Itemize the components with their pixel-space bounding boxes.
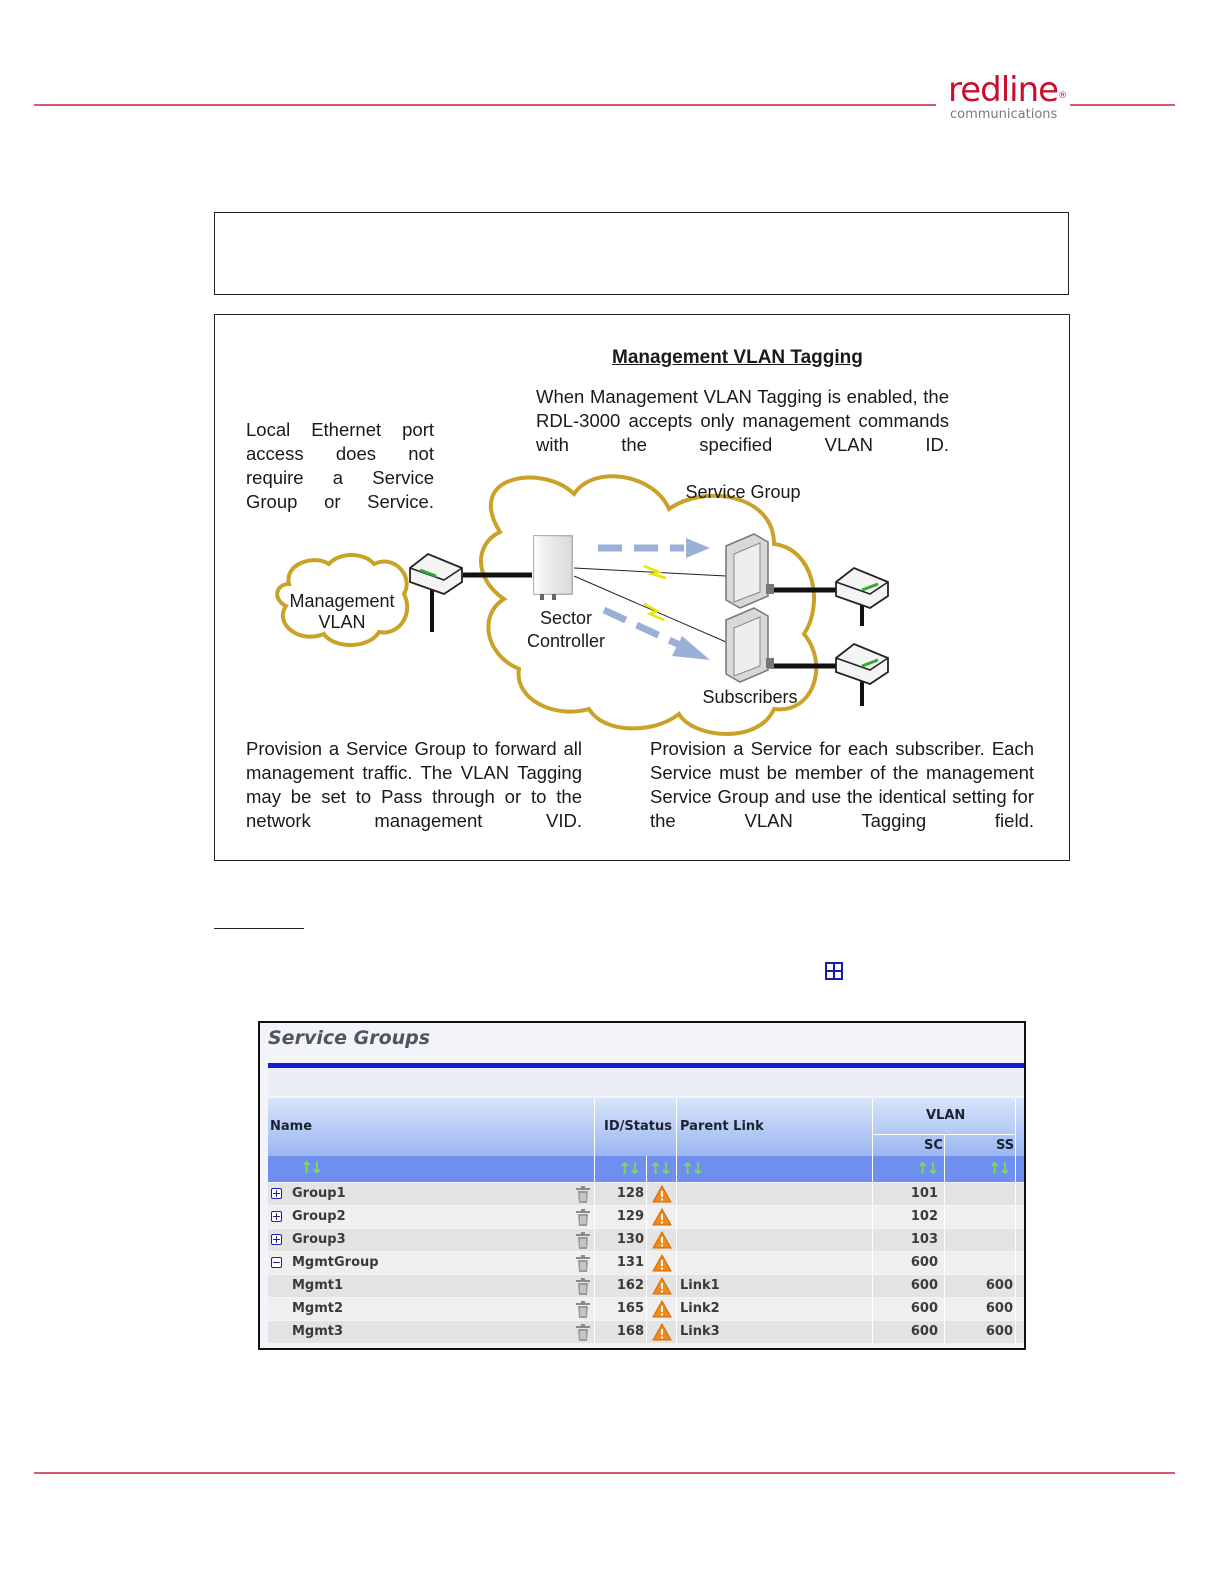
row-id: 129 xyxy=(616,1209,644,1224)
row-id: 128 xyxy=(616,1186,644,1201)
expand-row-icon[interactable] xyxy=(271,1188,282,1199)
col-divider xyxy=(944,1298,945,1320)
col-divider xyxy=(1015,1252,1016,1274)
row-name[interactable]: Mgmt1 xyxy=(292,1278,344,1293)
subscriber-unit-icon xyxy=(726,608,774,682)
row-vlan-ss: 600 xyxy=(985,1301,1013,1316)
col-divider xyxy=(872,1183,873,1205)
col-divider xyxy=(594,1156,595,1182)
row-name[interactable]: Mgmt3 xyxy=(292,1324,344,1339)
col-divider xyxy=(872,1229,873,1251)
footer-rule xyxy=(34,1472,1175,1474)
row-vlan-sc: 600 xyxy=(910,1324,938,1339)
switch-icon xyxy=(836,568,888,608)
row-id: 165 xyxy=(616,1301,644,1316)
row-id: 131 xyxy=(616,1255,644,1270)
col-name: Name xyxy=(270,1119,313,1134)
row-vlan-sc: 600 xyxy=(910,1255,938,1270)
col-divider xyxy=(676,1098,677,1156)
row-id: 162 xyxy=(616,1278,644,1293)
row-id: 130 xyxy=(616,1232,644,1247)
col-divider xyxy=(1015,1156,1016,1182)
col-divider xyxy=(872,1098,873,1156)
col-divider xyxy=(646,1229,647,1251)
delete-icon[interactable] xyxy=(576,1301,590,1323)
row-name[interactable]: MgmtGroup xyxy=(292,1255,379,1270)
logo-subtitle: communications xyxy=(950,107,1058,122)
row-vlan-sc: 103 xyxy=(910,1232,938,1247)
row-parent-link: Link2 xyxy=(680,1301,720,1316)
col-divider xyxy=(1015,1183,1016,1205)
subscribers-label: Subscribers xyxy=(702,687,798,707)
note-box xyxy=(214,212,1069,295)
toolbar-area xyxy=(268,1068,1026,1096)
col-sc: SC xyxy=(924,1138,943,1153)
table-row[interactable] xyxy=(268,1321,1026,1343)
subscriber-unit-icon xyxy=(726,534,774,608)
row-vlan-sc: 600 xyxy=(910,1301,938,1316)
col-parent-link: Parent Link xyxy=(680,1119,764,1134)
table-row[interactable] xyxy=(268,1206,1026,1228)
row-name[interactable]: Mgmt2 xyxy=(292,1301,344,1316)
col-divider xyxy=(944,1275,945,1297)
delete-icon[interactable] xyxy=(576,1278,590,1300)
col-divider xyxy=(872,1275,873,1297)
col-divider xyxy=(594,1206,595,1228)
col-divider xyxy=(646,1321,647,1343)
expand-row-icon[interactable] xyxy=(271,1211,282,1222)
sector-label-1: Sector xyxy=(539,608,593,628)
col-divider xyxy=(1015,1098,1016,1156)
col-divider xyxy=(646,1206,647,1228)
sort-row xyxy=(268,1156,1026,1182)
sort-ss-icon[interactable]: ↑↓ xyxy=(988,1159,1009,1178)
col-divider xyxy=(594,1298,595,1320)
row-vlan-sc: 101 xyxy=(910,1186,938,1201)
row-vlan-ss: 600 xyxy=(985,1324,1013,1339)
provision-service-text: Provision a Service for each subscriber. Each Service must be member of the management Service Group and use the identical setting for the VLAN Tagging field. xyxy=(650,738,1034,831)
mgmt-vlan-label-2: VLAN xyxy=(318,612,366,632)
sort-name-icon[interactable]: ↑↓ xyxy=(300,1158,321,1177)
col-divider xyxy=(872,1156,873,1182)
col-divider xyxy=(594,1183,595,1205)
warning-icon xyxy=(652,1254,672,1277)
section-heading-rule xyxy=(214,928,304,929)
col-divider xyxy=(872,1252,873,1274)
figure-title: Management VLAN Tagging xyxy=(612,347,863,368)
col-divider xyxy=(1015,1229,1016,1251)
sort-id-icon[interactable]: ↑↓ xyxy=(618,1159,639,1178)
local-port-note: Local Ethernet port access does not require a Service Group or Service. xyxy=(246,419,434,512)
col-divider xyxy=(676,1275,677,1297)
table-row[interactable] xyxy=(268,1183,1026,1205)
row-vlan-sc: 102 xyxy=(910,1209,938,1224)
delete-icon[interactable] xyxy=(576,1209,590,1231)
table-header xyxy=(268,1098,1026,1156)
sector-label-2: Controller xyxy=(526,631,606,651)
col-divider xyxy=(944,1206,945,1228)
header-rule-left xyxy=(34,104,936,106)
col-divider xyxy=(1015,1321,1016,1343)
col-divider xyxy=(676,1156,677,1182)
col-divider xyxy=(1015,1298,1016,1320)
col-divider xyxy=(594,1275,595,1297)
mgmt-vlan-label-1: Management xyxy=(289,591,395,611)
table-row[interactable] xyxy=(268,1275,1026,1297)
warning-icon xyxy=(652,1300,672,1323)
col-divider xyxy=(676,1183,677,1205)
col-divider xyxy=(1015,1275,1016,1297)
col-divider xyxy=(872,1206,873,1228)
col-divider xyxy=(944,1229,945,1251)
expand-icon xyxy=(825,962,843,980)
row-name[interactable]: Group2 xyxy=(292,1209,346,1224)
col-ss: SS xyxy=(996,1138,1015,1153)
sort-parent-icon[interactable]: ↑↓ xyxy=(681,1159,702,1178)
col-divider xyxy=(944,1183,945,1205)
sector-controller-icon xyxy=(534,536,572,600)
provision-group-text: Provision a Service Group to forward all management traffic. The VLAN Tagging may be set to Pass through or to the network management VID. xyxy=(246,738,582,831)
delete-icon[interactable] xyxy=(576,1255,590,1277)
warning-icon xyxy=(652,1208,672,1231)
warning-icon xyxy=(652,1323,672,1346)
col-divider xyxy=(594,1252,595,1274)
col-vlan: VLAN xyxy=(926,1108,966,1123)
sort-status-icon[interactable]: ↑↓ xyxy=(649,1159,670,1178)
col-divider xyxy=(594,1098,595,1156)
header-rule-right xyxy=(1070,104,1175,106)
col-divider xyxy=(646,1156,647,1182)
col-divider xyxy=(646,1183,647,1205)
warning-icon xyxy=(652,1185,672,1208)
col-divider xyxy=(1015,1206,1016,1228)
col-divider xyxy=(594,1321,595,1343)
row-name[interactable]: Group3 xyxy=(292,1232,346,1247)
switch-icon xyxy=(410,554,462,594)
col-divider xyxy=(594,1229,595,1251)
row-name[interactable]: Group1 xyxy=(292,1186,346,1201)
warning-icon xyxy=(652,1277,672,1300)
col-divider xyxy=(676,1206,677,1228)
table-row[interactable] xyxy=(268,1252,1026,1274)
sort-sc-icon[interactable]: ↑↓ xyxy=(916,1159,937,1178)
delete-icon[interactable] xyxy=(576,1324,590,1346)
col-divider xyxy=(944,1156,945,1182)
service-group-label: Service Group xyxy=(685,482,801,502)
row-parent-link: Link1 xyxy=(680,1278,720,1293)
row-parent-link: Link3 xyxy=(680,1324,720,1339)
col-divider xyxy=(646,1252,647,1274)
col-divider xyxy=(676,1252,677,1274)
delete-icon[interactable] xyxy=(576,1232,590,1254)
row-vlan-ss: 600 xyxy=(985,1278,1013,1293)
col-divider xyxy=(646,1298,647,1320)
row-vlan-sc: 600 xyxy=(910,1278,938,1293)
logo-registered: ® xyxy=(1058,91,1067,101)
table-row[interactable] xyxy=(268,1229,1026,1251)
warning-icon xyxy=(652,1231,672,1254)
delete-icon[interactable] xyxy=(576,1186,590,1208)
service-groups-panel xyxy=(258,1021,1026,1350)
col-divider xyxy=(944,1252,945,1274)
col-divider xyxy=(872,1298,873,1320)
row-id: 168 xyxy=(616,1324,644,1339)
switch-icon xyxy=(836,644,888,684)
expand-row-icon[interactable] xyxy=(271,1234,282,1245)
col-divider xyxy=(944,1134,945,1156)
col-divider xyxy=(646,1275,647,1297)
col-divider xyxy=(676,1229,677,1251)
col-id-status: ID/Status xyxy=(604,1119,672,1134)
collapse-row-icon[interactable] xyxy=(271,1257,282,1268)
panel-title: Service Groups xyxy=(268,1027,431,1049)
figure-intro: When Management VLAN Tagging is enabled, the RDL-3000 accepts only management commands with the specified VLAN ID. xyxy=(536,386,949,455)
table-row[interactable] xyxy=(268,1298,1026,1320)
col-divider xyxy=(676,1321,677,1343)
col-divider xyxy=(676,1298,677,1320)
col-divider xyxy=(944,1321,945,1343)
logo-text: redline xyxy=(948,70,1059,110)
col-divider xyxy=(872,1321,873,1343)
company-logo xyxy=(948,70,1066,110)
